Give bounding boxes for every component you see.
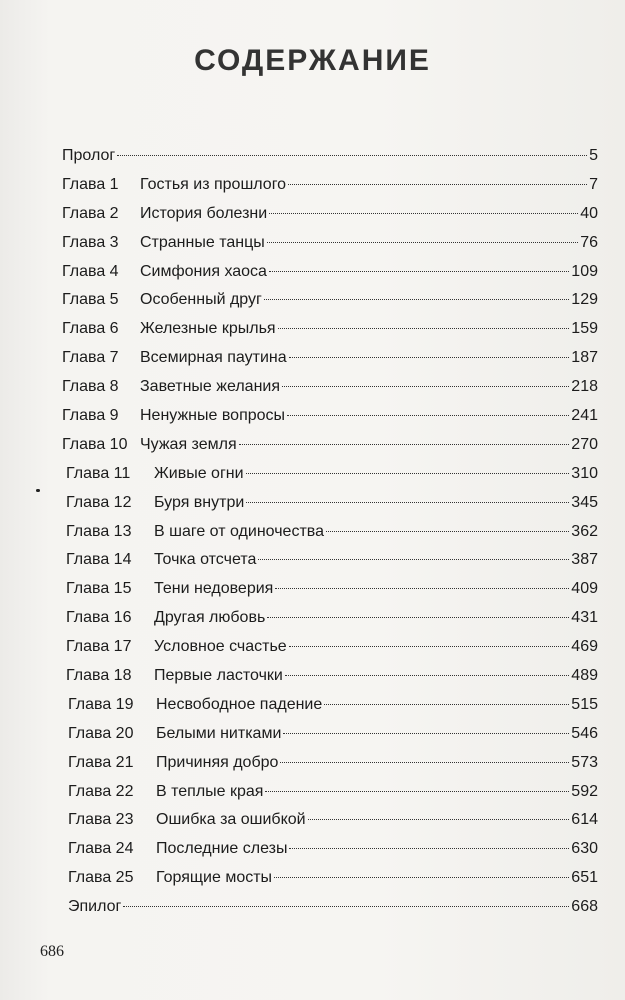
chapter-number: Глава 18 <box>66 667 132 685</box>
chapter-number: Глава 16 <box>66 609 132 627</box>
chapter-number: Глава 2 <box>62 204 119 222</box>
toc-entry <box>62 258 598 287</box>
toc-page-number: 668 <box>571 898 598 916</box>
chapter-title: Белыми нитками <box>156 724 282 742</box>
toc-entry-label <box>66 546 256 575</box>
toc-page-number: 310 <box>571 464 598 482</box>
toc-page-number: 187 <box>571 349 598 367</box>
dot-leader <box>280 762 569 763</box>
chapter-number: Глава 11 <box>66 464 131 482</box>
toc-entry-label <box>66 604 265 633</box>
chapter-title: Чужая земля <box>140 435 237 453</box>
chapter-title: История болезни <box>140 204 268 222</box>
chapter-number: Глава 15 <box>66 580 132 598</box>
chapter-number: Глава 20 <box>68 724 134 742</box>
toc-page-number: 76 <box>580 233 598 251</box>
dot-leader <box>289 848 569 849</box>
toc-entry-label <box>66 518 324 547</box>
toc-entry-label <box>62 171 286 200</box>
toc-entry <box>62 749 598 778</box>
chapter-title: Горящие мосты <box>156 869 273 887</box>
toc-page-number: 431 <box>571 609 598 627</box>
toc-entry <box>62 778 598 807</box>
toc-entry <box>62 806 598 835</box>
dot-leader <box>269 271 569 272</box>
toc-entry <box>62 229 598 258</box>
toc-entry <box>62 575 598 604</box>
chapter-number: Глава 14 <box>66 551 132 569</box>
toc-entry <box>62 286 598 315</box>
dot-leader <box>282 386 569 387</box>
dot-leader <box>267 617 569 618</box>
toc-entry <box>62 720 598 749</box>
dot-leader <box>289 357 570 358</box>
chapter-title: Эпилог <box>68 898 122 916</box>
dot-leader <box>258 559 569 560</box>
chapter-number: Глава 19 <box>68 695 134 713</box>
toc-entry-label <box>68 749 278 778</box>
dot-leader <box>287 415 569 416</box>
toc-entry <box>62 835 598 864</box>
toc-entry-label <box>62 229 265 258</box>
toc-page-number: 515 <box>571 695 598 713</box>
toc-page-number: 218 <box>571 378 598 396</box>
toc-entry-label <box>62 373 280 402</box>
toc-entry <box>62 864 598 893</box>
toc-entry <box>62 171 598 200</box>
dot-leader <box>265 791 569 792</box>
chapter-number: Глава 6 <box>62 320 119 338</box>
toc-entry-label <box>62 402 285 431</box>
toc-page-number: 345 <box>571 493 598 511</box>
ink-speck <box>36 489 40 492</box>
toc-entry-label <box>62 344 287 373</box>
dot-leader <box>246 473 570 474</box>
toc-entry <box>62 546 598 575</box>
toc-entry <box>62 518 598 547</box>
toc-entry-label <box>68 806 306 835</box>
chapter-title: Особенный друг <box>140 291 262 309</box>
toc-entry-label <box>68 778 263 807</box>
chapter-title: Причиняя добро <box>156 753 279 771</box>
toc-entry-label <box>68 691 322 720</box>
toc-entry-label <box>66 662 283 691</box>
toc-page-number: 489 <box>571 667 598 685</box>
chapter-title: Ненужные вопросы <box>140 407 286 425</box>
chapter-number: Глава 22 <box>68 782 134 800</box>
toc-page-number: 5 <box>589 147 598 164</box>
toc-entry-label <box>62 286 262 315</box>
chapter-title: Последние слезы <box>156 840 288 858</box>
toc-entry <box>62 489 598 518</box>
toc-entry-label <box>66 460 244 489</box>
toc-entry <box>62 662 598 691</box>
chapter-number: Глава 21 <box>68 753 134 771</box>
toc-entry <box>62 604 598 633</box>
chapter-title: В теплые края <box>156 782 264 800</box>
chapter-title: Живые огни <box>154 464 244 482</box>
toc-entry-label <box>68 720 281 749</box>
chapter-title: В шаге от одиночества <box>154 522 324 540</box>
chapter-title: Буря внутри <box>154 493 245 511</box>
dot-leader <box>275 588 569 589</box>
chapter-title: Несвободное падение <box>156 695 323 713</box>
chapter-title: Другая любовь <box>154 609 266 627</box>
toc-page-number: 387 <box>571 551 598 569</box>
toc-page-number: 573 <box>571 753 598 771</box>
dot-leader <box>283 733 569 734</box>
chapter-number: Глава 24 <box>68 840 134 858</box>
toc-entry-label <box>66 633 287 662</box>
toc-entry <box>62 344 598 373</box>
chapter-title: Странные танцы <box>140 233 265 251</box>
toc-entry <box>62 691 598 720</box>
chapter-number: Глава 4 <box>62 262 119 280</box>
toc-page-number: 40 <box>580 204 598 222</box>
chapter-title: Железные крылья <box>140 320 276 338</box>
toc-page-number: 409 <box>571 580 598 598</box>
chapter-title: Условное счастье <box>154 638 287 656</box>
toc-entry-label <box>62 431 237 460</box>
dot-leader <box>288 184 587 185</box>
page-number: 686 <box>40 943 64 960</box>
toc-entry <box>62 633 598 662</box>
page-title: СОДЕРЖАНИЕ <box>194 44 431 77</box>
toc-page-number: 362 <box>571 522 598 540</box>
toc-entry-label <box>68 893 121 922</box>
toc-page-number: 651 <box>571 869 598 887</box>
toc-page-number: 159 <box>571 320 598 338</box>
table-of-contents <box>62 142 598 922</box>
toc-page-number: 241 <box>571 407 598 425</box>
toc-page-number: 546 <box>571 724 598 742</box>
toc-entry-label <box>62 258 267 287</box>
toc-entry <box>62 315 598 344</box>
chapter-number: Глава 7 <box>62 349 119 367</box>
toc-entry <box>62 402 598 431</box>
chapter-title: Гостья из прошлого <box>140 175 287 193</box>
dot-leader <box>324 704 569 705</box>
dot-leader <box>326 531 569 532</box>
toc-entry <box>62 893 598 922</box>
chapter-number: Глава 1 <box>62 175 119 193</box>
chapter-number: Глава 25 <box>68 869 134 887</box>
chapter-title: Заветные желания <box>140 378 280 396</box>
toc-entry-label <box>66 489 244 518</box>
toc-entry-label <box>62 142 115 171</box>
chapter-number: Глава 23 <box>68 811 134 829</box>
chapter-number: Глава 9 <box>62 407 119 425</box>
dot-leader <box>278 328 570 329</box>
toc-entry <box>62 431 598 460</box>
toc-page-number: 592 <box>571 782 598 800</box>
toc-entry <box>62 200 598 229</box>
toc-page-number: 270 <box>571 435 598 453</box>
chapter-title: Симфония хаоса <box>140 262 267 280</box>
toc-entry-label <box>62 200 267 229</box>
dot-leader <box>289 646 570 647</box>
toc-page-number: 129 <box>571 291 598 309</box>
chapter-number: Глава 5 <box>62 291 119 309</box>
dot-leader <box>239 444 570 445</box>
chapter-title: Первые ласточки <box>154 667 283 685</box>
toc-page-number: 7 <box>589 175 598 193</box>
dot-leader <box>264 299 569 300</box>
dot-leader <box>117 155 587 156</box>
chapter-number: Глава 12 <box>66 493 132 511</box>
dot-leader <box>285 675 569 676</box>
toc-entry-label <box>66 575 273 604</box>
toc-entry-label <box>68 835 287 864</box>
chapter-title: Ошибка за ошибкой <box>156 811 306 829</box>
dot-leader <box>269 213 578 214</box>
toc-entry-label <box>62 315 276 344</box>
chapter-number: Глава 17 <box>66 638 132 656</box>
toc-entry-label <box>68 864 272 893</box>
dot-leader <box>274 877 569 878</box>
chapter-number: Глава 13 <box>66 522 132 540</box>
toc-page-number: 614 <box>571 811 598 829</box>
chapter-number: Глава 8 <box>62 378 119 396</box>
chapter-number: Глава 3 <box>62 233 119 251</box>
chapter-title: Тени недоверия <box>154 580 274 598</box>
dot-leader <box>246 502 569 503</box>
toc-entry <box>62 373 598 402</box>
chapter-title: Пролог <box>62 147 116 164</box>
dot-leader <box>308 819 570 820</box>
dot-leader <box>123 906 569 907</box>
dot-leader <box>267 242 578 243</box>
toc-page-number: 109 <box>571 262 598 280</box>
toc-entry <box>62 460 598 489</box>
toc-entry <box>62 142 598 171</box>
chapter-number: Глава 10 <box>62 435 128 453</box>
chapter-title: Точка отсчета <box>154 551 257 569</box>
toc-page-number: 469 <box>571 638 598 656</box>
chapter-title: Всемирная паутина <box>140 349 287 367</box>
toc-page-number: 630 <box>571 840 598 858</box>
